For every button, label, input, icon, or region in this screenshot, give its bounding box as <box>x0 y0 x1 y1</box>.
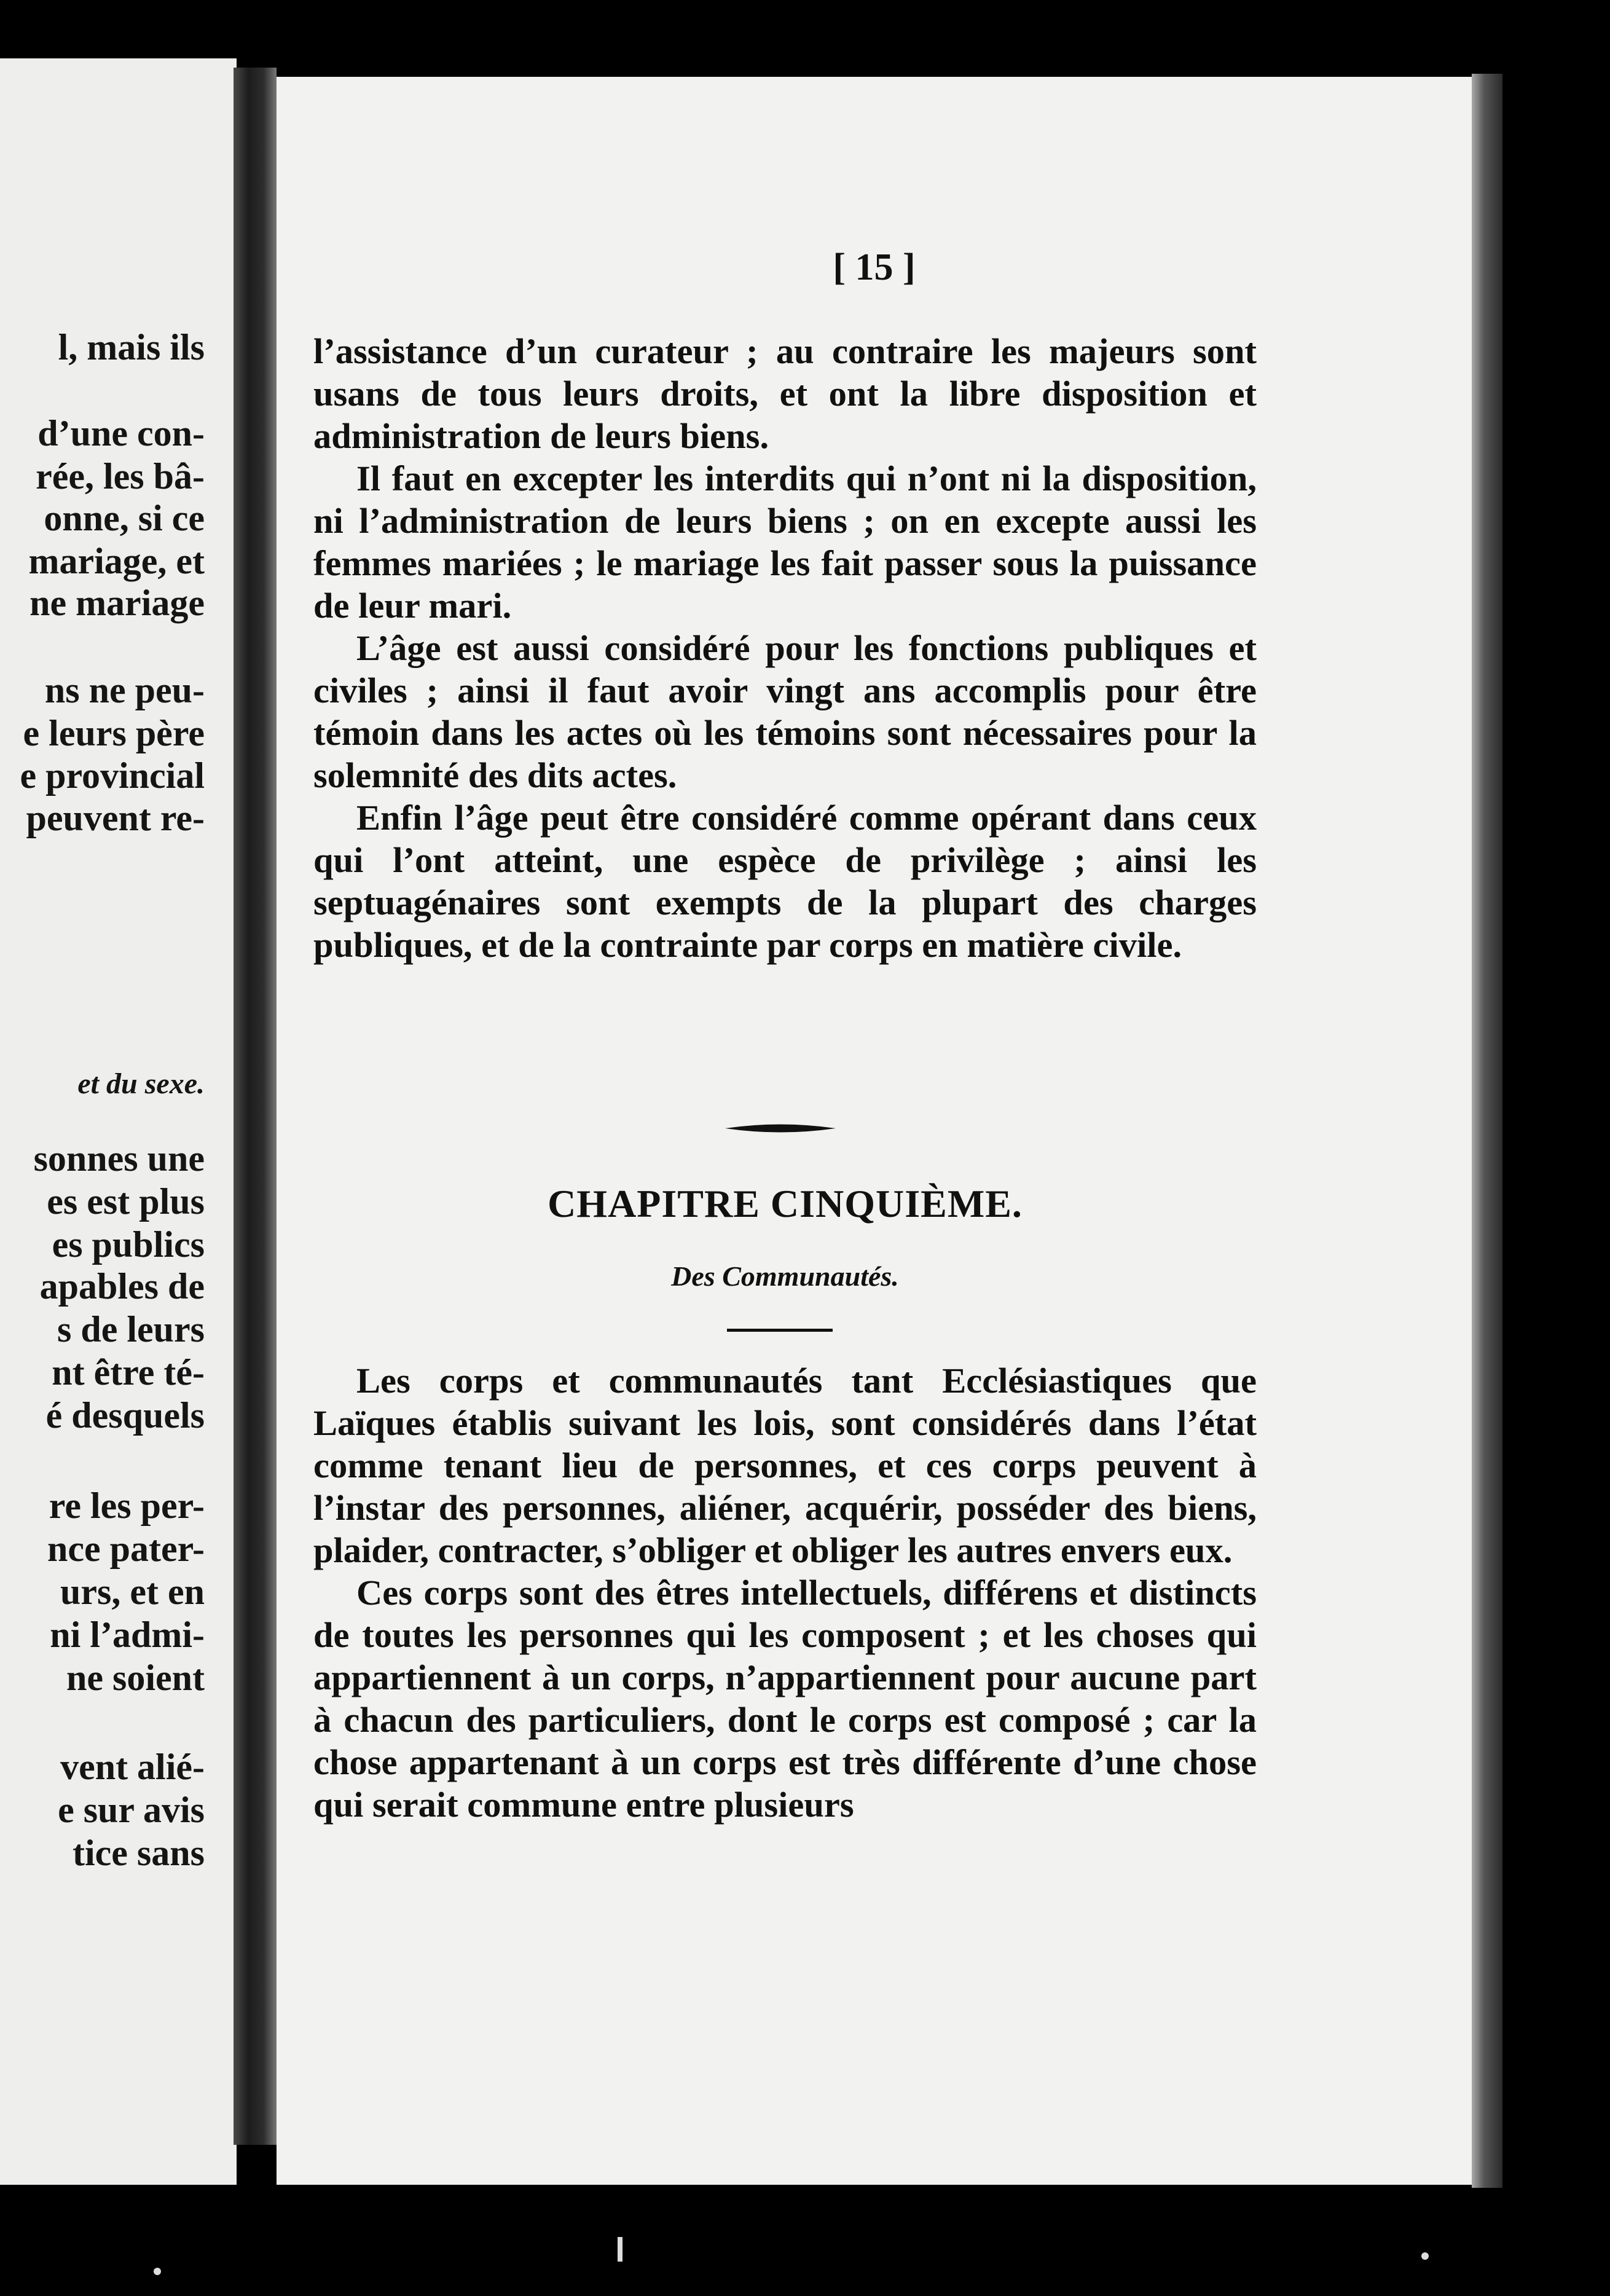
previous-page-fragment <box>0 58 237 2185</box>
left-line: ne soient <box>66 1657 205 1698</box>
left-line: sonnes une <box>33 1138 205 1179</box>
text-block-top <box>313 330 1257 966</box>
page-edge-shadow <box>1472 74 1502 2188</box>
scan-speck <box>154 2268 161 2275</box>
left-line: e sur avis <box>58 1790 205 1830</box>
paragraph: l’assistance d’un curateur ; au contraire les majeurs sont usans de tous leurs droits, et ont la libre disposition et administration de leurs biens. <box>313 331 1257 456</box>
paragraph: Il faut en excepter les interdits qui n’ont ni la disposition, ni l’administration de leurs biens ; on en excepte aussi les femmes mariées ; le mariage les fait passer sous la puissance de leur mari. <box>313 458 1257 626</box>
left-line: é desquels <box>45 1395 205 1436</box>
chapter-title: CHAPITRE CINQUIÈME. <box>548 1182 1023 1225</box>
left-line: e provincial <box>20 755 205 796</box>
scan-speck <box>1421 2252 1429 2260</box>
left-line: vent alié- <box>60 1747 205 1787</box>
ornamental-rule <box>725 1122 836 1135</box>
left-line: mariage, et <box>28 541 205 581</box>
left-line: urs, et en <box>60 1571 205 1612</box>
left-line: nt être té- <box>52 1352 205 1393</box>
paragraph: L’âge est aussi considéré pour les fonctions publiques et civiles ; ainsi il faut avoir vingt ans accomplis pour être témoin dans les actes où les témoins sont nécessaires pour la solemnité des dits actes. <box>313 628 1257 795</box>
left-line: ni l’admi- <box>50 1614 205 1655</box>
left-line: l, mais ils <box>58 327 205 368</box>
scan-speck <box>618 2237 622 2262</box>
left-line: re les per- <box>49 1485 205 1526</box>
left-line: es publics <box>52 1224 205 1265</box>
left-line: rée, les bâ- <box>36 456 205 497</box>
left-line: tice sans <box>73 1833 205 1873</box>
left-line: onne, si ce <box>44 498 205 538</box>
left-line: d’une con- <box>37 413 205 454</box>
chapter-subtitle: Des Communautés. <box>671 1260 899 1292</box>
left-line: ne mariage <box>29 583 205 623</box>
book-gutter-shadow <box>234 68 277 2145</box>
left-line: nce pater- <box>47 1528 205 1569</box>
left-line: e leurs père <box>23 713 205 753</box>
section-rule <box>727 1329 833 1332</box>
left-line: apables de <box>39 1266 205 1307</box>
paragraph: Enfin l’âge peut être considéré comme opérant dans ceux qui l’ont atteint, une espèce de privilège ; ainsi les septuagénaires sont exempts de la plupart des charges publiques, et de la contrainte par corps en matière civile. <box>313 798 1257 965</box>
left-line: et du sexe. <box>77 1067 205 1100</box>
left-line: s de leurs <box>57 1309 205 1350</box>
page-number: [ 15 ] <box>833 246 916 288</box>
text-block-bottom <box>313 1359 1257 1826</box>
left-line: peuvent re- <box>26 798 205 838</box>
left-line: es est plus <box>47 1181 205 1222</box>
left-line: ns ne peu- <box>44 670 205 710</box>
paragraph: Les corps et communautés tant Ecclésiastiques que Laïques établis suivant les lois, sont considérés dans l’état comme tenant lieu de personnes, et ces corps peuvent à l’instar des personnes, aliéner, acquérir, posséder des biens, plaider, contracter, s’obliger et obliger les autres envers eux. <box>313 1361 1257 1570</box>
paragraph: Ces corps sont des êtres intellectuels, différens et distincts de toutes les personnes qui les composent ; et les choses qui appartiennent à un corps, n’appartiennent pour aucune part à chacun des particuliers, dont le corps est composé ; car la chose appartenant à un corps est très différente d’une chose qui serait commune entre plusieurs <box>313 1573 1257 1825</box>
